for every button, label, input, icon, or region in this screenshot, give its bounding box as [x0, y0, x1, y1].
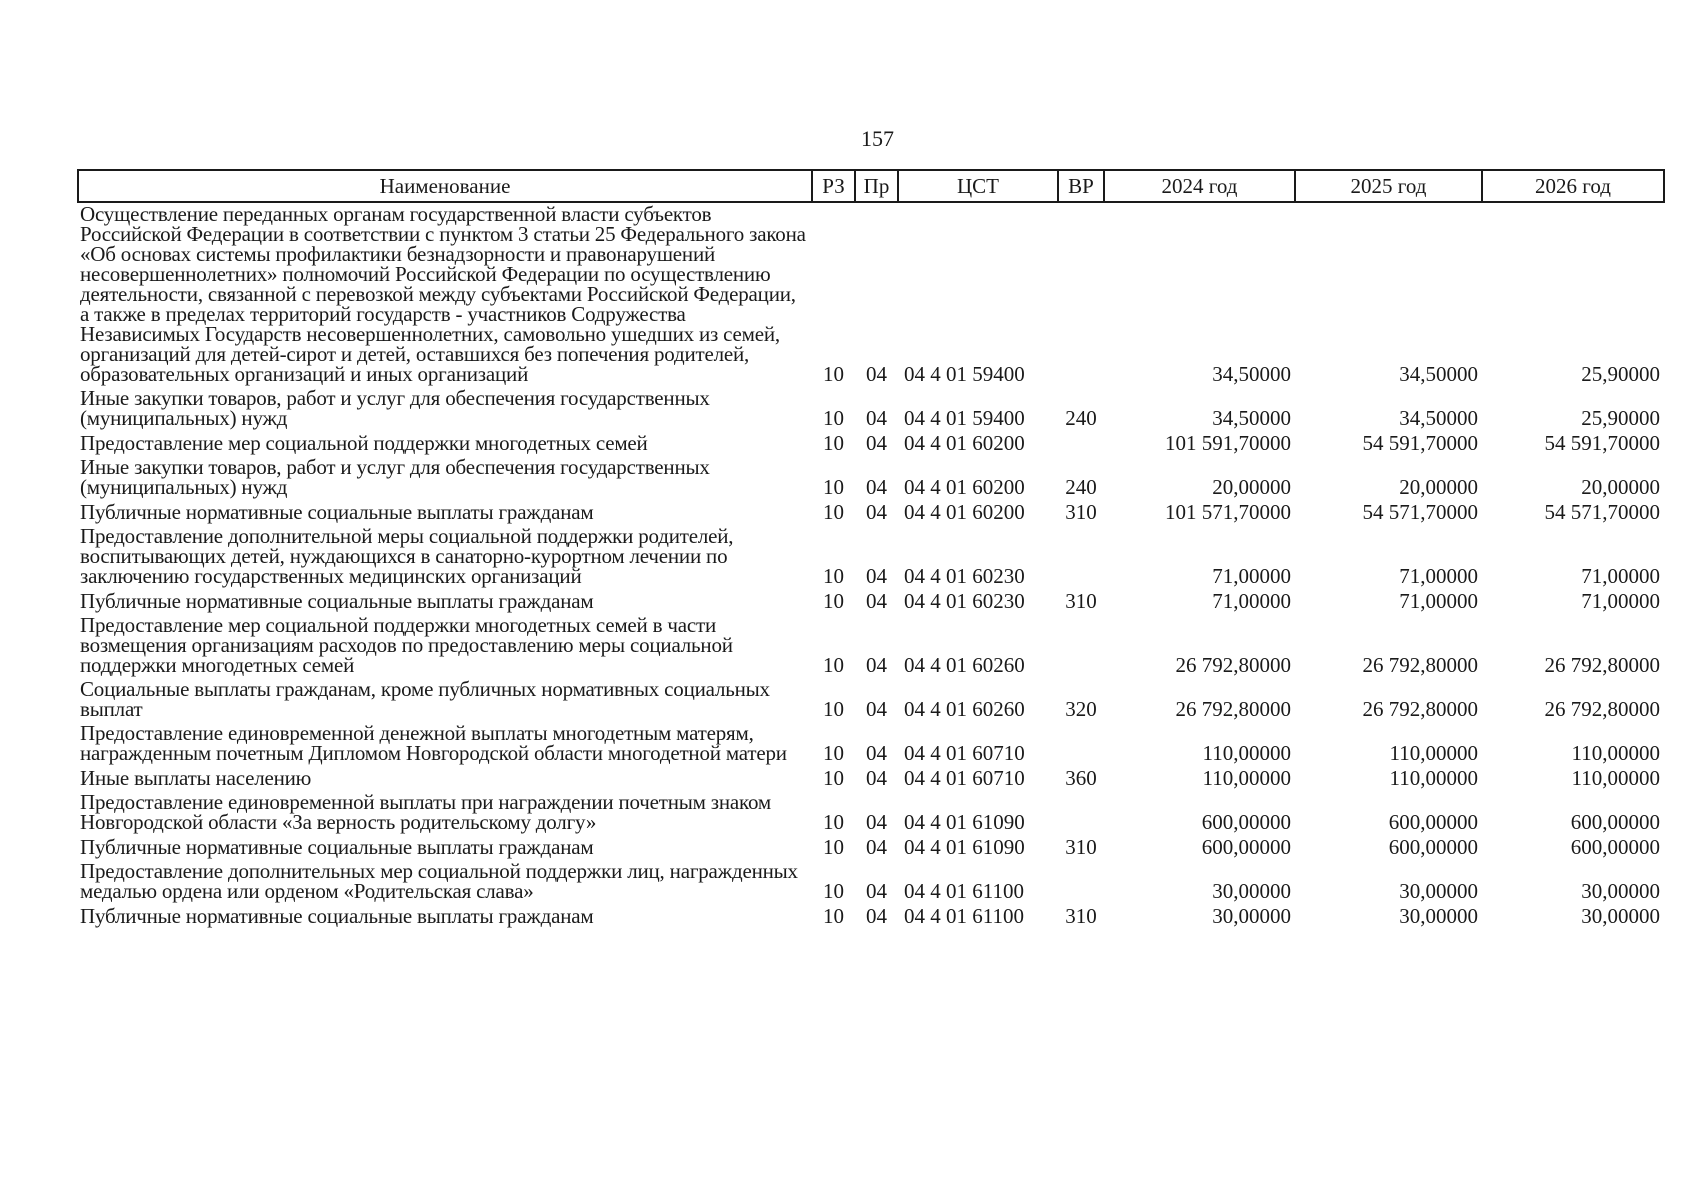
row-pr: 04: [866, 766, 887, 790]
table-row: [78, 835, 1664, 860]
row-2026: 110,00000: [1571, 766, 1660, 790]
row-vr: [1058, 791, 1104, 835]
table-row: [78, 722, 1664, 766]
row-vr: [1058, 202, 1104, 387]
table-row: [78, 766, 1664, 791]
row-cst: 04 4 01 60710: [904, 766, 1025, 790]
row-rz: 10: [823, 741, 844, 765]
row-rz: 10: [823, 475, 844, 499]
row-rz: 10: [823, 406, 844, 430]
row-name: Предоставление мер социальной поддержки многодетных семей: [80, 431, 648, 455]
row-2026: 25,90000: [1581, 362, 1660, 386]
row-2026: 30,00000: [1581, 879, 1660, 903]
row-2024: 101 571,70000: [1165, 500, 1291, 524]
header-2024: 2024 год: [1104, 170, 1295, 202]
row-pr: 04: [866, 697, 887, 721]
row-vr: 360: [1065, 766, 1097, 790]
row-2025: 30,00000: [1399, 904, 1478, 928]
row-pr: 04: [866, 589, 887, 613]
row-2025: 20,00000: [1399, 475, 1478, 499]
row-2026: 71,00000: [1581, 564, 1660, 588]
row-2024: 20,00000: [1212, 475, 1291, 499]
row-name: Осуществление переданных органам государственной власти субъектов Российской Федерации в соответствии с пунктом 3 статьи 25 Федерального закона «Об основах системы профилактики безнадзорности и правонарушений несовершеннолетних» полномочий Российской Федерации по осуществлению деятельности, связанной с перевозкой между субъектами Российской Федерации, а также в пределах территорий государств - участников Содружества Независимых Государств несовершеннолетних, самовольно ушедших из семей, организаций для детей-сирот и детей, оставшихся без попечения родителей, образовательных организаций и иных организаций: [80, 202, 806, 386]
row-2026: 26 792,80000: [1544, 697, 1660, 721]
header-vr: ВР: [1058, 170, 1104, 202]
row-pr: 04: [866, 564, 887, 588]
row-2025: 600,00000: [1388, 835, 1478, 859]
row-rz: 10: [823, 362, 844, 386]
row-2026: 20,00000: [1581, 475, 1660, 499]
row-2024: 30,00000: [1212, 879, 1291, 903]
row-vr: 240: [1065, 475, 1097, 499]
table-header-row: [78, 170, 1664, 202]
row-2026: 30,00000: [1581, 904, 1660, 928]
row-rz: 10: [823, 589, 844, 613]
row-name: Публичные нормативные социальные выплаты гражданам: [80, 835, 594, 859]
row-rz: 10: [823, 904, 844, 928]
table-row: [78, 860, 1664, 904]
row-cst: 04 4 01 59400: [904, 362, 1025, 386]
row-rz: 10: [823, 879, 844, 903]
row-2026: 54 591,70000: [1544, 431, 1660, 455]
row-cst: 04 4 01 59400: [904, 406, 1025, 430]
row-pr: 04: [866, 653, 887, 677]
table-row: [78, 500, 1664, 525]
page-number: 157: [861, 126, 894, 151]
row-2025: 71,00000: [1399, 589, 1478, 613]
row-pr: 04: [866, 741, 887, 765]
row-vr: 310: [1065, 904, 1097, 928]
row-pr: 04: [866, 904, 887, 928]
row-vr: 310: [1065, 589, 1097, 613]
row-2025: 34,50000: [1399, 406, 1478, 430]
row-2025: 34,50000: [1399, 362, 1478, 386]
row-2025: 110,00000: [1389, 766, 1478, 790]
row-2025: 26 792,80000: [1362, 653, 1478, 677]
row-cst: 04 4 01 60260: [904, 653, 1025, 677]
row-2026: 600,00000: [1570, 810, 1660, 834]
row-2024: 600,00000: [1201, 810, 1291, 834]
row-name: Предоставление мер социальной поддержки многодетных семей в части возмещения организациям расходов по предоставлению меры социальной поддержки многодетных семей: [80, 613, 733, 677]
row-cst: 04 4 01 60230: [904, 589, 1025, 613]
row-2025: 600,00000: [1388, 810, 1478, 834]
row-rz: 10: [823, 810, 844, 834]
row-vr: [1058, 525, 1104, 589]
row-2024: 30,00000: [1212, 904, 1291, 928]
row-2026: 25,90000: [1581, 406, 1660, 430]
row-2024: 26 792,80000: [1175, 653, 1291, 677]
header-2026: 2026 год: [1482, 170, 1664, 202]
row-cst: 04 4 01 60200: [904, 431, 1025, 455]
row-2024: 110,00000: [1202, 741, 1291, 765]
header-rz: РЗ: [812, 170, 855, 202]
row-rz: 10: [823, 697, 844, 721]
row-name: Публичные нормативные социальные выплаты гражданам: [80, 904, 594, 928]
row-name: Иные выплаты населению: [80, 766, 312, 790]
row-cst: 04 4 01 61090: [904, 810, 1025, 834]
table-row: [78, 791, 1664, 835]
row-rz: 10: [823, 564, 844, 588]
table-row: [78, 678, 1664, 722]
row-pr: 04: [866, 500, 887, 524]
row-2025: 71,00000: [1399, 564, 1478, 588]
row-cst: 04 4 01 60200: [904, 475, 1025, 499]
row-pr: 04: [866, 406, 887, 430]
header-2025: 2025 год: [1295, 170, 1482, 202]
table-row: [78, 904, 1664, 929]
row-rz: 10: [823, 766, 844, 790]
row-vr: [1058, 431, 1104, 456]
row-name: Предоставление единовременной выплаты при награждении почетным знаком Новгородской области «За верность родительскому долгу»: [80, 790, 771, 834]
row-vr: 310: [1065, 835, 1097, 859]
table-row: [78, 589, 1664, 614]
row-pr: 04: [866, 475, 887, 499]
row-name: Социальные выплаты гражданам, кроме публичных нормативных социальных выплат: [80, 677, 770, 721]
row-vr: 320: [1065, 697, 1097, 721]
row-cst: 04 4 01 60200: [904, 500, 1025, 524]
row-2025: 30,00000: [1399, 879, 1478, 903]
row-2026: 110,00000: [1571, 741, 1660, 765]
row-2024: 101 591,70000: [1165, 431, 1291, 455]
row-2025: 54 571,70000: [1362, 500, 1478, 524]
row-vr: 240: [1065, 406, 1097, 430]
table-row: [78, 387, 1664, 431]
row-rz: 10: [823, 653, 844, 677]
row-vr: [1058, 614, 1104, 678]
row-pr: 04: [866, 835, 887, 859]
row-cst: 04 4 01 61090: [904, 835, 1025, 859]
table-row: [78, 431, 1664, 456]
row-pr: 04: [866, 362, 887, 386]
table-row: [78, 525, 1664, 589]
row-pr: 04: [866, 810, 887, 834]
budget-table: [77, 169, 1665, 929]
table-row: [78, 456, 1664, 500]
row-pr: 04: [866, 431, 887, 455]
row-2024: 34,50000: [1212, 406, 1291, 430]
row-cst: 04 4 01 60260: [904, 697, 1025, 721]
table-row: [78, 614, 1664, 678]
row-cst: 04 4 01 60230: [904, 564, 1025, 588]
row-pr: 04: [866, 879, 887, 903]
row-rz: 10: [823, 500, 844, 524]
row-name: Публичные нормативные социальные выплаты гражданам: [80, 589, 594, 613]
row-vr: [1058, 860, 1104, 904]
header-pr: Пр: [855, 170, 898, 202]
row-2025: 54 591,70000: [1362, 431, 1478, 455]
row-cst: 04 4 01 61100: [904, 879, 1024, 903]
row-name: Иные закупки товаров, работ и услуг для обеспечения государственных (муниципальных) нужд: [80, 455, 710, 499]
row-2025: 110,00000: [1389, 741, 1478, 765]
row-2026: 54 571,70000: [1544, 500, 1660, 524]
header-cst: ЦСТ: [898, 170, 1058, 202]
row-2026: 26 792,80000: [1544, 653, 1660, 677]
row-name: Предоставление дополнительной меры социальной поддержки родителей, воспитывающих детей, нуждающихся в санаторно-курортном лечении по заключению государственных медицинских организаций: [80, 524, 734, 588]
row-2024: 600,00000: [1201, 835, 1291, 859]
row-rz: 10: [823, 431, 844, 455]
row-name: Иные закупки товаров, работ и услуг для обеспечения государственных (муниципальных) нужд: [80, 386, 710, 430]
row-2024: 34,50000: [1212, 362, 1291, 386]
row-vr: [1058, 722, 1104, 766]
row-rz: 10: [823, 835, 844, 859]
row-2024: 71,00000: [1212, 564, 1291, 588]
row-2026: 600,00000: [1570, 835, 1660, 859]
row-name: Предоставление единовременной денежной выплаты многодетным матерям, награжденным почетным Дипломом Новгородской области многодетной матери: [80, 721, 787, 765]
row-vr: 310: [1065, 500, 1097, 524]
row-2024: 71,00000: [1212, 589, 1291, 613]
row-2024: 26 792,80000: [1175, 697, 1291, 721]
row-cst: 04 4 01 60710: [904, 741, 1025, 765]
table-row: [78, 202, 1664, 387]
row-2024: 110,00000: [1202, 766, 1291, 790]
row-name: Публичные нормативные социальные выплаты гражданам: [80, 500, 594, 524]
row-name: Предоставление дополнительных мер социальной поддержки лиц, награжденных медалью ордена или орденом «Родительская слава»: [80, 859, 798, 903]
row-2026: 71,00000: [1581, 589, 1660, 613]
row-2025: 26 792,80000: [1362, 697, 1478, 721]
header-name: Наименование: [78, 170, 812, 202]
row-cst: 04 4 01 61100: [904, 904, 1024, 928]
